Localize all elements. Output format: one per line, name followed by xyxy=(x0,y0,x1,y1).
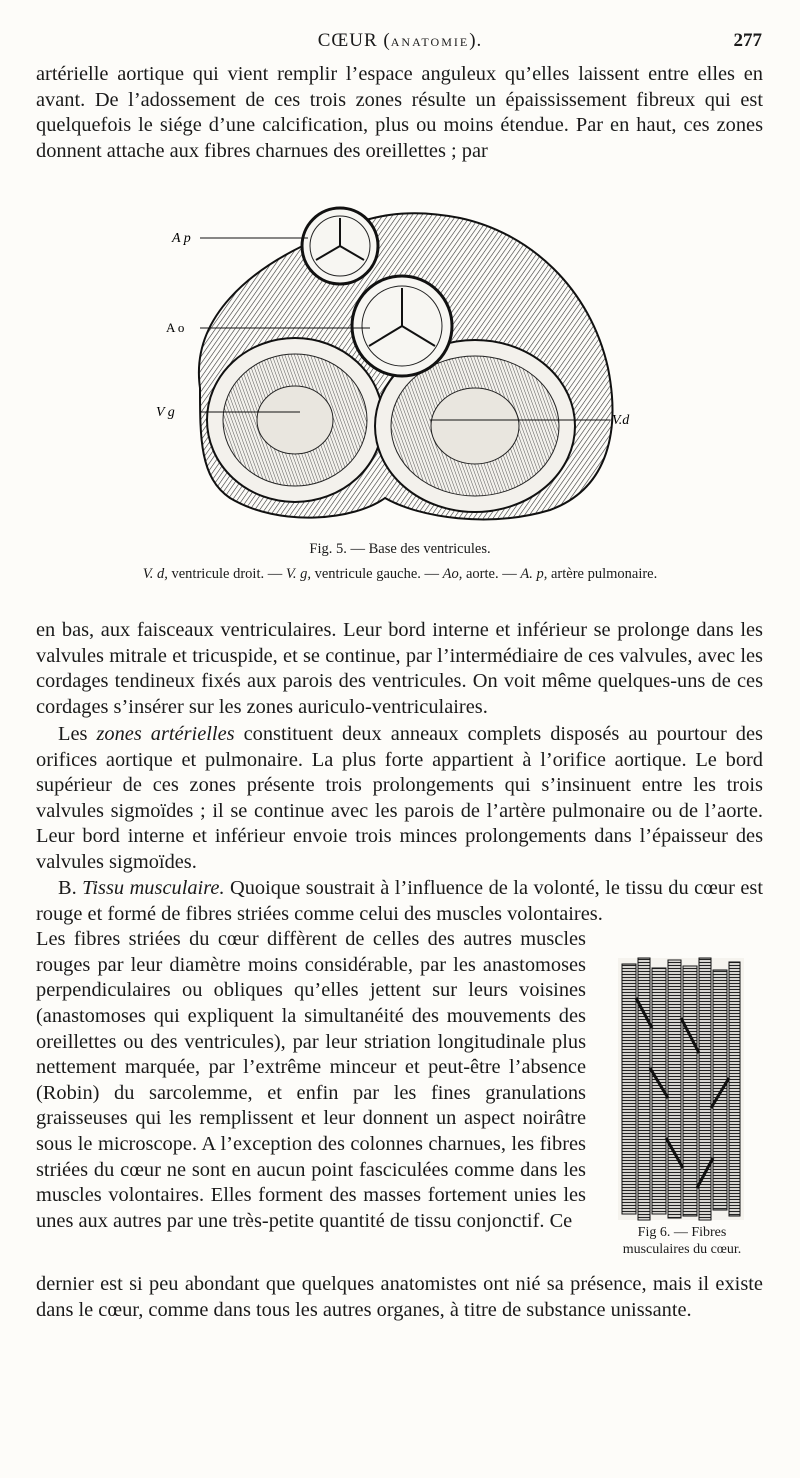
running-title: CŒUR (ANATOMIE). xyxy=(317,30,483,51)
label-ap: A p xyxy=(172,231,191,246)
label-vd: V.d xyxy=(612,413,630,428)
page-number: 277 xyxy=(733,30,762,51)
label-ao: A o xyxy=(166,320,185,335)
paragraph-zones-arterielle: artérielle aortique qui vient remplir l’espace anguleux qu’elles laissent entre elles en avant. De l’adossement de ces trois zones résulte un épaississement fibreux qui est quelquefois le siége d’une calcification, plus ou moins étendue. Par en haut, ces zones donnent attache aux fibres charnues des oreillettes ; par xyxy=(36,63,763,162)
figure-fibres-musculaires xyxy=(618,958,744,1220)
page-header xyxy=(0,30,800,56)
paragraph-zones-arterielles: Les zones artérielles constituent deux anneaux complets disposés au pourtour des orifices aortique et pulmonaire. La plus forte appartient à l’orifice aortique. Le bord supérieur de ces zones présente trois prolongements qui s’insinuent entre les trois valvules sigmoïdes ; il se continue avec les parois de l’artère pulmonaire ou de l’aorte. Leur bord interne et inférieur envoie trois minces prolongements dans l’épaisseur des valvules sigmoïdes. xyxy=(36,723,763,873)
figure-5-legend: V. d, ventricule droit. — V. g, ventricule gauche. — Ao, aorte. — A. p, artère pulmonaire. xyxy=(142,566,658,582)
figure-base-des-ventricules xyxy=(156,198,630,528)
tissu-musculaire-intro: B. Tissu musculaire. Quoique soustrait à l’influence de la volonté, le tissu du cœur est rouge et formé de fibres striées comme celui des muscles volontaires. xyxy=(36,877,763,925)
label-vg: V g xyxy=(156,405,175,420)
paragraph-faisceaux-ventriculaires: en bas, aux faisceaux ventriculaires. Leur bord interne et inférieur se prolonge dans les valvules mitrale et tricuspide, et se continue, par l’intermédiaire de ces valvules, avec les cordages tendineux fixés aux parois des ventricules. On voit même quelques-uns de ces cordages s’insérer sur les zones auriculo-ventriculaires. xyxy=(36,619,763,718)
figure-5-caption: Fig. 5. — Base des ventricules. xyxy=(309,541,491,557)
figure-6-caption: Fig 6. — Fibres musculaires du cœur. xyxy=(622,1225,742,1257)
paragraph-tissu-conjonctif: dernier est si peu abondant que quelques anatomistes ont nié sa présence, mais il existe dans le cœur, comme dans tous les autres organes, à titre de substance unissante. xyxy=(36,1273,763,1321)
tissu-musculaire-body: Les fibres striées du cœur diffèrent de celles des autres muscles rouges par leur diamètre moins considérable, par les anastomoses perpendiculaires ou obliques qu’elles jettent sur leurs voisines (anastomoses qui expliquent la simultanéité des mouvements des oreillettes ou des ventricules), par leur striation longitudinale plus nettement marquée, par l’extrême minceur et peut-être l’absence (Robin) du sarcolemme, et enfin par les fines granulations graisseuses qui les remplissent et leur donnent un aspect noirâtre sous le microscope. A l’exception des colonnes charnues, les fibres striées du cœur ne sont en aucun point fasciculées comme dans les muscles volontaires. Elles forment des masses fortement unies les unes aux autres par une très-petite quantité de tissu conjonctif. Ce xyxy=(36,928,586,1232)
